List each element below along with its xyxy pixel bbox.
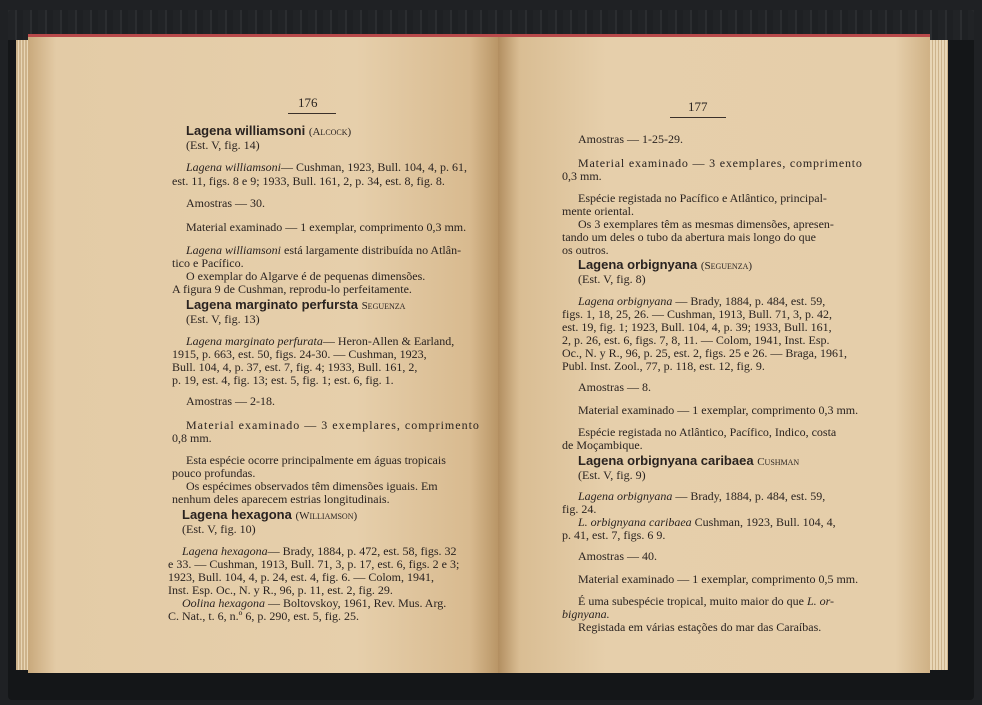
text-line: Amostras — 40. xyxy=(578,549,657,563)
text-line: Material examinado — 1 exemplar, comprimento 0,3 mm. xyxy=(578,403,859,417)
text-line: mente oriental. xyxy=(562,204,634,218)
text-line: nenhum deles aparecem estrias longitudinais. xyxy=(172,492,390,506)
species-heading: Lagena hexagona (Williamson) xyxy=(182,507,358,522)
text-line: 1923, Bull. 104, 4, p. 24, est. 4, fig. 6. — Colom, 1941, xyxy=(168,570,435,584)
page-number-left: 176 xyxy=(298,95,318,110)
text-line: os outros. xyxy=(562,243,609,257)
text-line: tando um deles o tubo da abertura mais longo do que xyxy=(562,230,816,244)
text-line: Registada em várias estações do mar das Caraíbas. xyxy=(578,620,822,634)
text-line: Amostras — 2-18. xyxy=(186,394,275,408)
text-line: est. 11, figs. 8 e 9; 1933, Bull. 161, 2, p. 34, est. 8, fig. 8. xyxy=(172,174,445,188)
text-line: Material examinado — 3 exemplares, comprimento xyxy=(186,418,480,432)
text-line: L. orbignyana caribaea Cushman, 1923, Bull. 104, 4, xyxy=(578,515,836,529)
text-line: 2, p. 26, est. 6, figs. 7, 8, 11. — Colom, 1941, Inst. Esp. xyxy=(562,333,830,347)
text-line: tico e Pacífico. xyxy=(172,256,244,270)
text-line: p. 19, est. 4, fig. 13; est. 5, fig. 1; est. 6, fig. 1. xyxy=(172,373,394,387)
text-line: Material examinado — 3 exemplares, comprimento xyxy=(578,156,863,170)
text-line: Lagena marginato perfurata— Heron-Allen & Earland, xyxy=(186,334,455,348)
text-line: e 33. — Cushman, 1913, Bull. 71, 3, p. 17, est. 6, figs. 2 e 3; xyxy=(168,557,460,571)
text-line: 0,3 mm. xyxy=(562,169,602,183)
text-line: figs. 1, 18, 25, 26. — Cushman, 1913, Bull. 71, 3, p. 42, xyxy=(562,307,833,321)
species-heading: Lagena marginato perfursta Seguenza xyxy=(186,297,406,312)
text-line: Os espécimes observados têm dimensões iguais. Em xyxy=(186,479,438,493)
text-line: Lagena hexagona— Brady, 1884, p. 472, est. 58, figs. 32 xyxy=(182,544,457,558)
page-number-rule xyxy=(670,117,726,118)
text-line: de Moçambique. xyxy=(562,438,643,452)
text-line: Inst. Esp. Oc., N. y R., 96, p. 11, est. 2, fig. 29. xyxy=(168,583,393,597)
left-page-edges xyxy=(16,40,28,670)
text-line: Lagena orbignyana — Brady, 1884, p. 484, est. 59, xyxy=(578,489,826,503)
text-line: O exemplar do Algarve é de pequenas dimensões. xyxy=(186,269,426,283)
text-line: A figura 9 de Cushman, reprodu-lo perfeitamente. xyxy=(172,282,412,296)
text-line: 0,8 mm. xyxy=(172,431,212,445)
right-page-edges xyxy=(930,40,948,670)
text-line: Bull. 104, 4, p. 37, est. 7, fig. 4; 1933, Bull. 161, 2, xyxy=(172,360,418,374)
left-page xyxy=(28,34,498,673)
figure-ref: (Est. V, fig. 10) xyxy=(182,522,256,536)
text-line: Amostras — 1-25-29. xyxy=(578,132,683,146)
text-line: p. 41, est. 7, figs. 6 9. xyxy=(562,528,666,542)
text-line: 1915, p. 663, est. 50, figs. 24-30. — Cushman, 1923, xyxy=(172,347,427,361)
text-line: est. 19, fig. 1; 1923, Bull. 104, 4, p. 39; 1933, Bull. 161, xyxy=(562,320,832,334)
text-line: Espécie registada no Pacífico e Atlântico, principal- xyxy=(578,191,827,205)
text-line: Esta espécie ocorre principalmente em águas tropicais xyxy=(186,453,446,467)
text-line: Lagena williamsoni— Cushman, 1923, Bull. 104, 4, p. 61, xyxy=(186,160,468,174)
page-number-right: 177 xyxy=(688,99,708,114)
text-line: Amostras — 30. xyxy=(186,196,265,210)
text-line: C. Nat., t. 6, n.º 6, p. 290, est. 5, fig. 25. xyxy=(168,609,360,623)
species-heading: Lagena williamsoni (Alcock) xyxy=(186,123,352,138)
text-line: Material examinado — 1 exemplar, comprimento 0,3 mm. xyxy=(186,220,467,234)
page-number-rule xyxy=(288,113,336,114)
text-line: pouco profundas. xyxy=(172,466,256,480)
species-heading: Lagena orbignyana caribaea Cushman xyxy=(578,453,800,468)
text-line: É uma subespécie tropical, muito maior do que L. or- xyxy=(578,594,835,608)
text-line: Publ. Inst. Zool., 77, p. 118, est. 12, fig. 9. xyxy=(562,359,765,373)
text-line: Os 3 exemplares têm as mesmas dimensões, apresen- xyxy=(578,217,834,231)
text-line: Espécie registada no Atlântico, Pacífico, Indico, costa xyxy=(578,425,837,439)
figure-ref: (Est. V, fig. 13) xyxy=(186,312,260,326)
text-line: Amostras — 8. xyxy=(578,380,651,394)
text-line: Oolina hexagona — Boltovskoy, 1961, Rev. Mus. Arg. xyxy=(182,596,447,610)
text-line: Material examinado — 1 exemplar, comprimento 0,5 mm. xyxy=(578,572,859,586)
text-line: Oc., N. y R., 96, p. 25, est. 2, figs. 25 e 26. — Braga, 1961, xyxy=(562,346,847,360)
species-heading: Lagena orbignyana (Seguenza) xyxy=(578,257,753,272)
figure-ref: (Est. V, fig. 8) xyxy=(578,272,646,286)
text-line: Lagena orbignyana — Brady, 1884, p. 484, est. 59, xyxy=(578,294,826,308)
text-line: bignyana. xyxy=(562,607,610,621)
figure-ref: (Est. V, fig. 14) xyxy=(186,138,260,152)
text-line: Lagena williamsoni está largamente distribuída no Atlân- xyxy=(186,243,462,257)
text-line: fig. 24. xyxy=(562,502,597,516)
right-page xyxy=(498,34,930,673)
figure-ref: (Est. V, fig. 9) xyxy=(578,468,646,482)
